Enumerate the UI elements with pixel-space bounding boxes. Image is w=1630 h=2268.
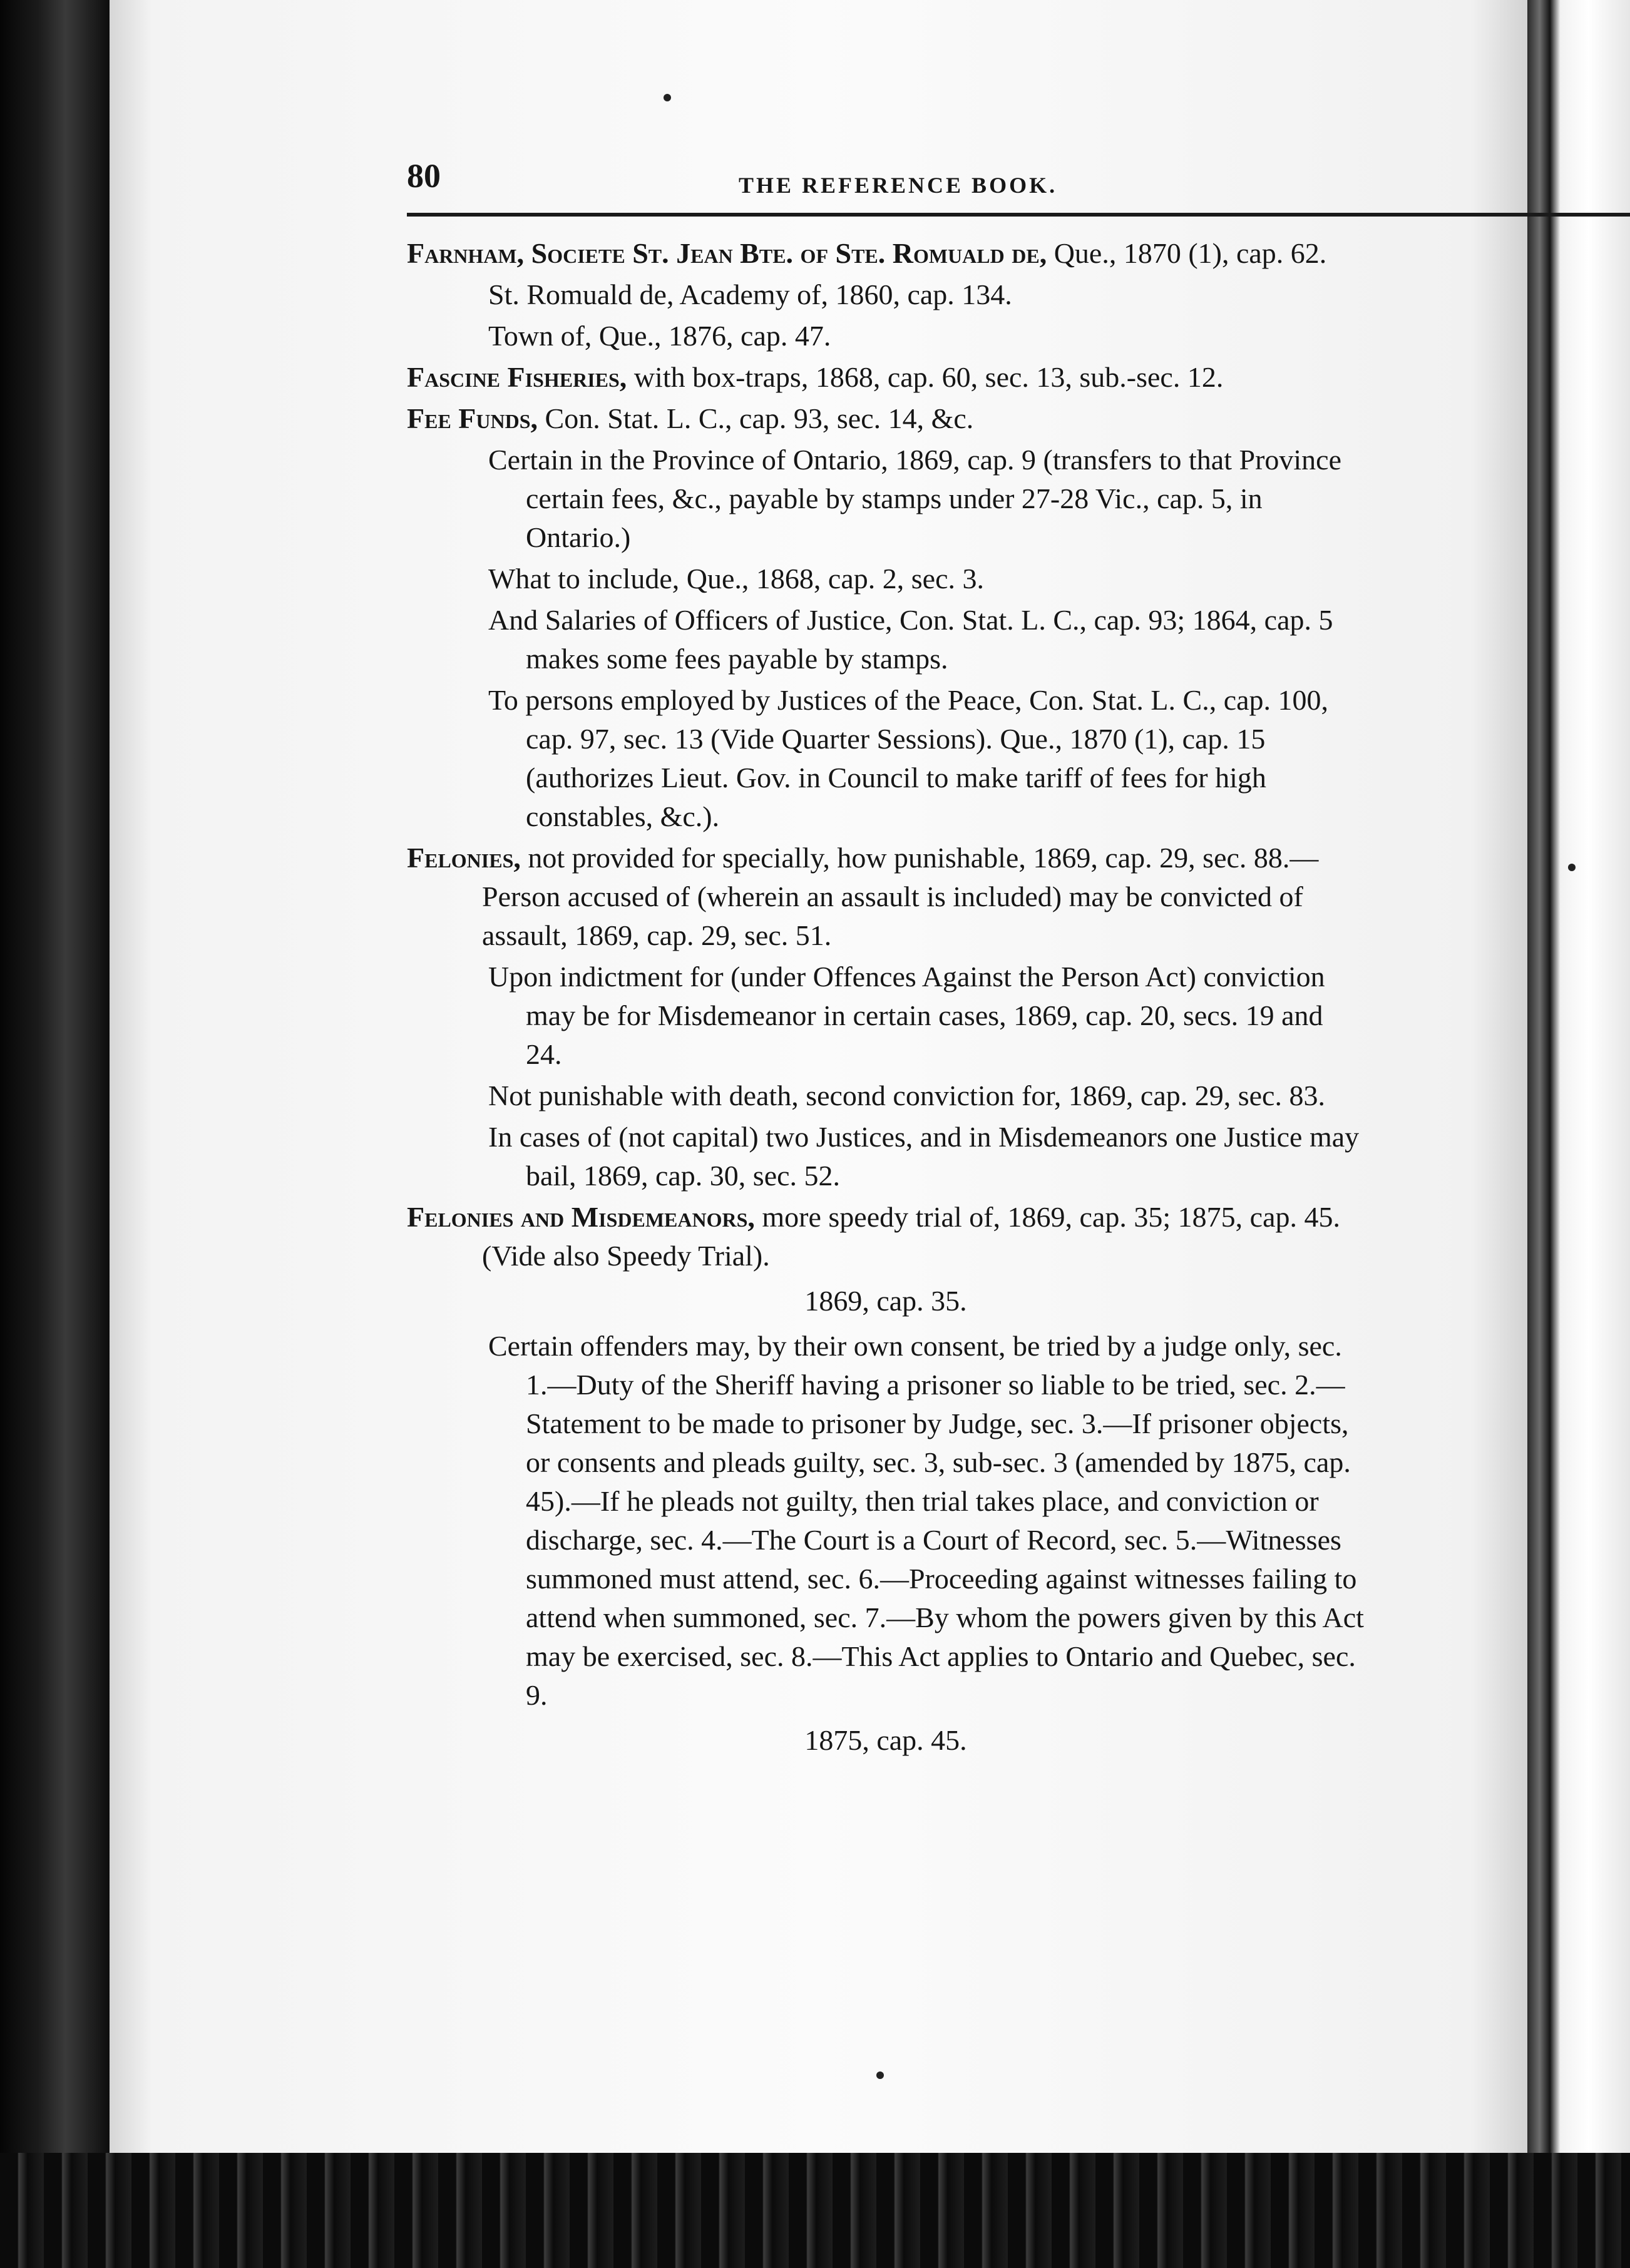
index-subentry: St. Romuald de, Academy of, 1860, cap. 134.: [488, 278, 1012, 310]
speck: [1568, 864, 1576, 871]
page-header: [288, 138, 1365, 213]
page-number: 80: [407, 157, 441, 195]
index-subentry: What to include, Que., 1868, cap. 2, sec. 3.: [488, 563, 984, 595]
section-subheading: 1875, cap. 45.: [804, 1724, 967, 1756]
speck: [664, 94, 671, 101]
book-edge-right: [1527, 0, 1630, 2153]
index-subentry: And Salaries of Officers of Justice, Con. Stat. L. C., cap. 93; 1864, cap. 5 makes some fees payable by stamps.: [488, 604, 1333, 675]
page-content: [288, 138, 1365, 1766]
index-entry: Felonies and Misdemeanors, more speedy trial of, 1869, cap. 35; 1875, cap. 45. (Vide also Speedy Trial).: [407, 1201, 1340, 1272]
index-entries: [288, 234, 1365, 1760]
section-subheading: 1869, cap. 35.: [804, 1285, 967, 1317]
index-entry: Fascine Fisheries, with box-traps, 1868, cap. 60, sec. 13, sub.-sec. 12.: [407, 361, 1224, 393]
scan-bottom-strip: [0, 2153, 1630, 2268]
index-subentry: Not punishable with death, second conviction for, 1869, cap. 29, sec. 83.: [488, 1080, 1325, 1111]
index-subentry: Upon indictment for (under Offences Against the Person Act) conviction may be for Misdemeanor in certain cases, 1869, cap. 20, secs. 19 and 24.: [488, 961, 1325, 1070]
index-subentry: Certain offenders may, by their own consent, be tried by a judge only, sec. 1.—Duty of the Sheriff having a prisoner so liable to be tried, sec. 2.—Statement to be made to prisoner by Judge, sec. 3.—If prisoner objects, or consents and pleads guilty, sec. 3, sub-sec. 3 (amended by 1875, cap. 45).—If he pleads not guilty, then trial takes place, and conviction or discharge, sec. 4.—The Court is a Court of Record, sec. 5.—Witnesses summoned must attend, sec. 6.—Proceeding against witnesses failing to attend when summoned, sec. 7.—By whom the powers given by this Act may be exercised, sec. 8.—This Act applies to Ontario and Quebec, sec. 9.: [488, 1330, 1364, 1711]
speck: [876, 2071, 884, 2079]
header-rule: [407, 213, 1630, 217]
index-subentry: To persons employed by Justices of the Peace, Con. Stat. L. C., cap. 100, cap. 97, sec. 13 (Vide Quarter Sessions). Que., 1870 (1), cap. 15 (authorizes Lieut. Gov. in Council to make tariff of fees for high constables, &c.).: [488, 684, 1329, 832]
index-entry: Farnham, Societe St. Jean Bte. of Ste. Romuald de, Que., 1870 (1), cap. 62.: [407, 237, 1327, 269]
index-entry: Felonies, not provided for specially, how punishable, 1869, cap. 29, sec. 88.—Person accused of (wherein an assault is included) may be convicted of assault, 1869, cap. 29, sec. 51.: [407, 842, 1319, 951]
index-subentry: In cases of (not capital) two Justices, and in Misdemeanors one Justice may bail, 1869, cap. 30, sec. 52.: [488, 1121, 1360, 1192]
index-subentry: Town of, Que., 1876, cap. 47.: [488, 320, 831, 352]
book-binding-left: [0, 0, 110, 2268]
running-head: THE REFERENCE BOOK.: [739, 173, 1058, 198]
index-subentry: Certain in the Province of Ontario, 1869, cap. 9 (transfers to that Province certain fees, &c., payable by stamps under 27-28 Vic., cap. 5, in Ontario.): [488, 444, 1342, 553]
index-entry: Fee Funds, Con. Stat. L. C., cap. 93, sec. 14, &c.: [407, 402, 974, 434]
